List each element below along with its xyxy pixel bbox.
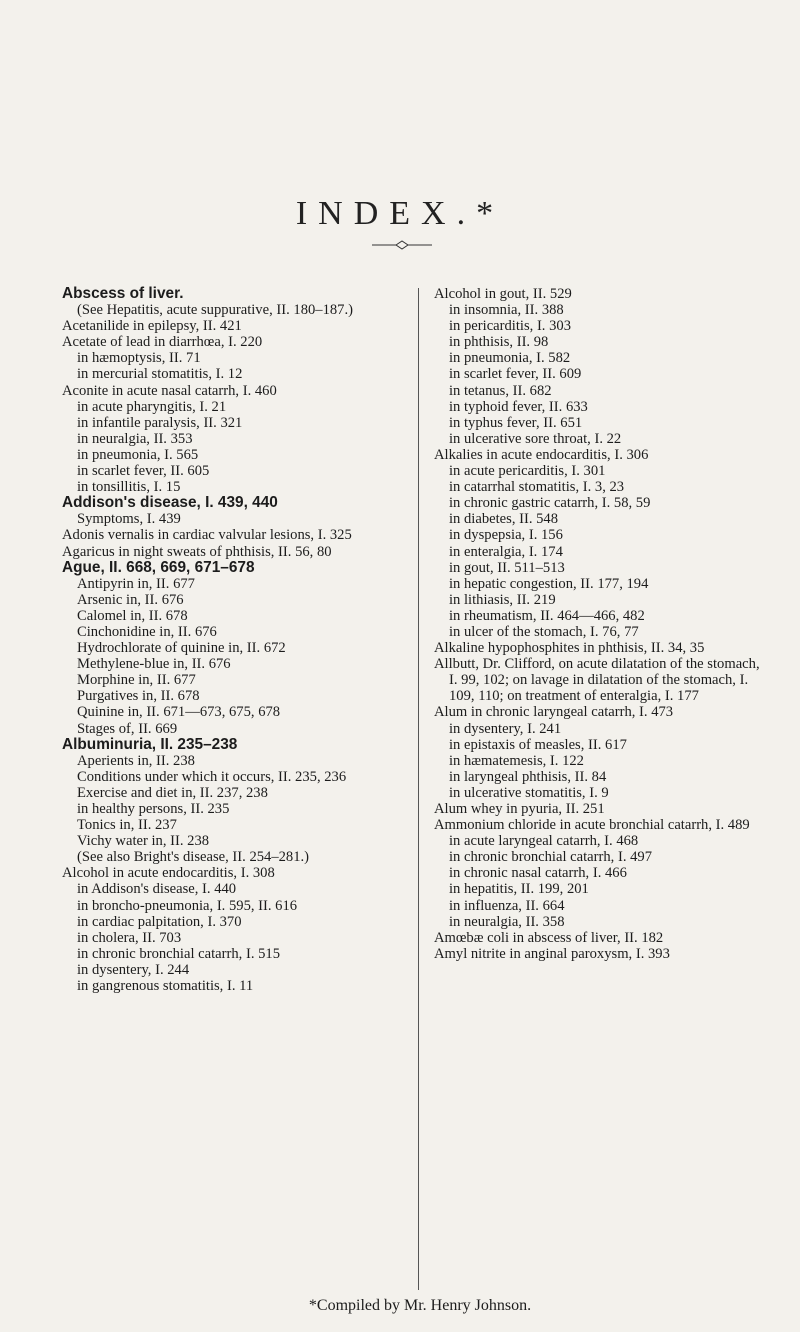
- index-subentry: in neuralgia, II. 353: [77, 430, 193, 447]
- index-entry: Amœbæ coli in abscess of liver, II. 182: [434, 929, 664, 946]
- index-subentry: in typhoid fever, II. 633: [449, 398, 588, 415]
- index-subentry: in Addison's disease, I. 440: [77, 881, 237, 898]
- column-divider: [418, 288, 419, 1290]
- index-subentry: in rheumatism, II. 464—466, 482: [449, 607, 645, 624]
- index-subentry: Stages of, II. 669: [77, 720, 178, 737]
- index-subentry: in cholera, II. 703: [77, 929, 182, 946]
- index-entry: Alcohol in acute endocarditis, I. 308: [62, 865, 275, 882]
- index-subentry: in catarrhal stomatitis, I. 3, 23: [449, 479, 625, 496]
- index-subentry: in chronic gastric catarrh, I. 58, 59: [449, 495, 651, 512]
- index-subentry: Antipyrin in, II. 677: [77, 575, 195, 592]
- index-subentry: Symptoms, I. 439: [77, 511, 181, 528]
- index-subentry: in pneumonia, I. 582: [449, 350, 571, 367]
- index-subentry: in tonsillitis, I. 15: [77, 479, 181, 496]
- index-subentry: in epistaxis of measles, II. 617: [449, 736, 627, 753]
- index-subentry: in dyspepsia, I. 156: [449, 527, 563, 544]
- index-subentry: in insomnia, II. 388: [449, 302, 564, 319]
- index-subentry: Methylene-blue in, II. 676: [77, 656, 231, 673]
- index-column-right: [434, 286, 764, 962]
- index-entry: Ague, II. 668, 669, 671–678: [62, 558, 255, 576]
- index-subentry: (See also Bright's disease, II. 254–281.): [77, 849, 310, 866]
- index-subentry: Exercise and diet in, II. 237, 238: [77, 784, 268, 801]
- index-subentry: in chronic nasal catarrh, I. 466: [449, 865, 627, 882]
- index-subentry: in tetanus, II. 682: [449, 382, 552, 399]
- index-subentry: Vichy water in, II. 238: [77, 833, 210, 850]
- index-subentry: in hæmatemesis, I. 122: [449, 752, 584, 769]
- page-title: INDEX.*: [295, 194, 505, 232]
- index-subentry: Cinchonidine in, II. 676: [77, 623, 217, 640]
- index-subentry: Tonics in, II. 237: [77, 817, 177, 834]
- index-subentry: in typhus fever, II. 651: [449, 414, 583, 431]
- index-subentry: in ulcerative sore throat, I. 22: [449, 430, 622, 447]
- index-entry: Alcohol in gout, II. 529: [434, 286, 572, 302]
- footnote: *Compiled by Mr. Henry Johnson.: [308, 1297, 532, 1314]
- index-subentry: in chronic bronchial catarrh, I. 515: [77, 945, 281, 962]
- index-entry: Aconite in acute nasal catarrh, I. 460: [62, 382, 277, 399]
- index-subentry: (See Hepatitis, acute suppurative, II. 180–187.): [77, 302, 353, 319]
- index-subentry: in gangrenous stomatitis, I. 11: [77, 978, 254, 995]
- index-entry: Albuminuria, II. 235–238: [62, 735, 238, 753]
- index-subentry: in laryngeal phthisis, II. 84: [449, 768, 607, 785]
- index-entry: Alum whey in pyuria, II. 251: [434, 801, 605, 817]
- index-subentry: in hepatic congestion, II. 177, 194: [449, 575, 649, 592]
- index-subentry: Calomel in, II. 678: [77, 607, 188, 624]
- index-subentry: in hepatitis, II. 199, 201: [449, 881, 589, 898]
- index-subentry: in gout, II. 511–513: [449, 559, 565, 576]
- index-entry: Adonis vernalis in cardiac valvular lesions, I. 325: [62, 527, 352, 544]
- index-subentry: in phthisis, II. 98: [449, 334, 549, 351]
- index-subentry: in scarlet fever, II. 605: [77, 463, 210, 480]
- index-subentry: in ulcer of the stomach, I. 76, 77: [449, 623, 639, 640]
- index-subentry: Aperients in, II. 238: [77, 752, 195, 769]
- index-subentry: in neuralgia, II. 358: [449, 913, 565, 930]
- index-subentry: in dysentery, I. 241: [449, 720, 562, 737]
- index-entry: Amyl nitrite in anginal paroxysm, I. 393: [434, 945, 670, 962]
- index-subentry: in broncho-pneumonia, I. 595, II. 616: [77, 897, 298, 914]
- index-entry: Abscess of liver.: [62, 285, 184, 302]
- index-entry: Ammonium chloride in acute bronchial catarrh, I. 489: [434, 817, 750, 834]
- index-subentry: in cardiac palpitation, I. 370: [77, 913, 242, 930]
- index-subentry: in acute pharyngitis, I. 21: [77, 398, 227, 415]
- index-entry: Alkalies in acute endocarditis, I. 306: [434, 446, 649, 463]
- index-subentry: in acute pericarditis, I. 301: [449, 463, 606, 480]
- index-entry: Acetanilide in epilepsy, II. 421: [62, 318, 242, 335]
- index-subentry: in mercurial stomatitis, I. 12: [77, 366, 243, 383]
- index-entry: Allbutt, Dr. Clifford, on acute dilatation of the stomach, I. 99, 102; on lavage in dilatation of the stomach, I. 109, 110; on treatment of enteralgia, I. 177: [434, 656, 760, 705]
- index-subentry: Quinine in, II. 671—673, 675, 678: [77, 704, 281, 721]
- index-column-left: [62, 286, 404, 994]
- index-subentry: Arsenic in, II. 676: [77, 591, 184, 608]
- index-entry: Agaricus in night sweats of phthisis, II. 56, 80: [62, 543, 332, 560]
- index-subentry: in chronic bronchial catarrh, I. 497: [449, 849, 653, 866]
- index-subentry: in hæmoptysis, II. 71: [77, 350, 201, 367]
- index-subentry: Morphine in, II. 677: [77, 672, 196, 689]
- index-subentry: in ulcerative stomatitis, I. 9: [449, 784, 609, 801]
- index-subentry: in acute laryngeal catarrh, I. 468: [449, 833, 639, 850]
- index-subentry: Purgatives in, II. 678: [77, 688, 200, 705]
- index-subentry: in pneumonia, I. 565: [77, 446, 199, 463]
- index-subentry: in scarlet fever, II. 609: [449, 366, 582, 383]
- index-subentry: in healthy persons, II. 235: [77, 801, 230, 817]
- index-subentry: Hydrochlorate of quinine in, II. 672: [77, 640, 286, 657]
- index-entry: Addison's disease, I. 439, 440: [62, 494, 278, 512]
- index-entry: Alum in chronic laryngeal catarrh, I. 473: [434, 704, 674, 721]
- index-subentry: in pericarditis, I. 303: [449, 318, 571, 335]
- index-entry: Alkaline hypophosphites in phthisis, II. 34, 35: [434, 640, 705, 657]
- index-entry: Acetate of lead in diarrhœa, I. 220: [62, 334, 263, 351]
- index-subentry: in infantile paralysis, II. 321: [77, 414, 243, 431]
- index-subentry: Conditions under which it occurs, II. 235, 236: [77, 768, 347, 785]
- index-subentry: in enteralgia, I. 174: [449, 543, 563, 560]
- index-subentry: in diabetes, II. 548: [449, 511, 559, 528]
- index-subentry: in lithiasis, II. 219: [449, 591, 556, 608]
- index-subentry: in influenza, II. 664: [449, 897, 565, 914]
- divider-ornament: [372, 238, 432, 252]
- index-subentry: in dysentery, I. 244: [77, 961, 190, 978]
